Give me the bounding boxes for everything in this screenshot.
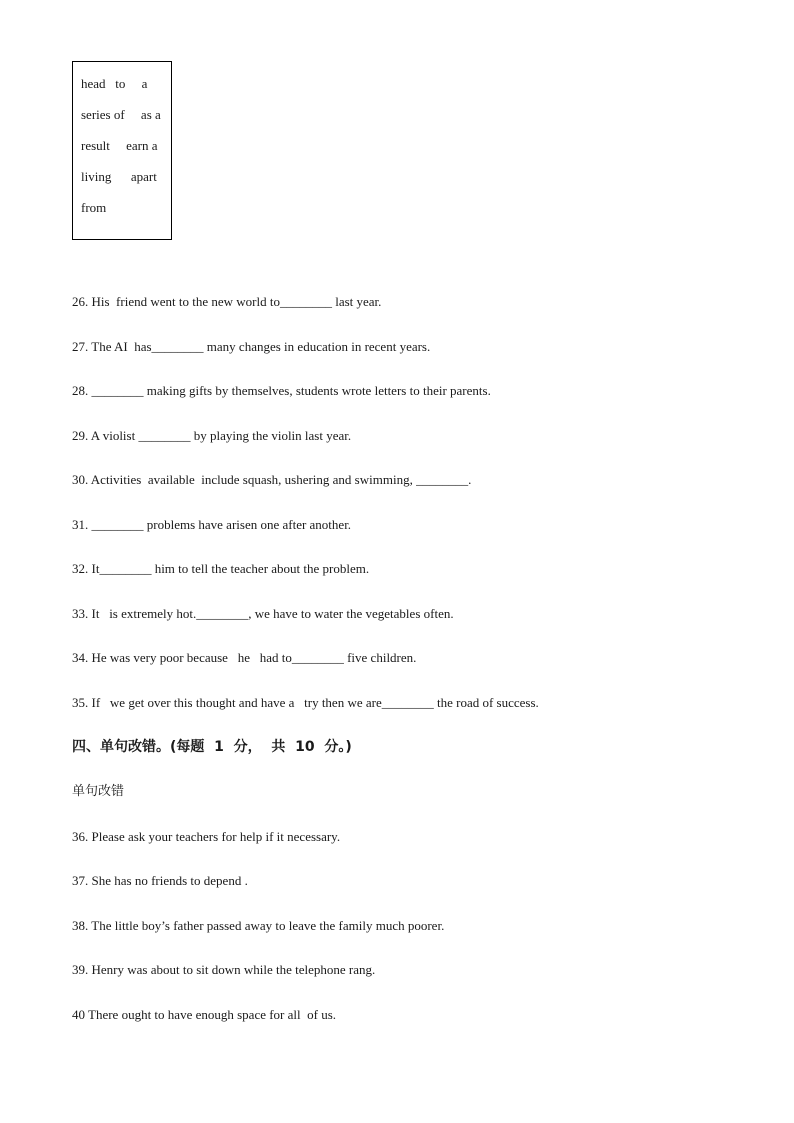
question-30: 30. Activities available include squash, ushering and swimming, ________. [72,472,472,487]
question-33: 33. It is extremely hot.________, we have to water the vegetables often. [72,606,454,621]
question-26: 26. His friend went to the new world to________ last year. [72,294,382,309]
question-31: 31. ________ problems have arisen one after another. [72,517,352,532]
word-bank-box [72,61,172,240]
word-bank-line: from [81,200,107,215]
question-37: 37. She has no friends to depend . [72,873,248,888]
section-subheading: 单句改错 [72,784,125,799]
word-bank-line: result earn a [81,138,158,153]
word-bank-line: head to a [81,76,148,91]
question-38: 38. The little boy’s father passed away to leave the family much poorer. [72,918,445,933]
question-36: 36. Please ask your teachers for help if it necessary. [72,829,341,844]
question-35: 35. If we get over this thought and have a try then we are________ the road of success. [72,695,539,710]
question-39: 39. Henry was about to sit down while the telephone rang. [72,962,376,977]
question-40: 40 There ought to have enough space for all of us. [72,1007,337,1022]
question-32: 32. It________ him to tell the teacher about the problem. [72,561,370,576]
section-heading: 四、单句改错。(每题 1 分， 共 10 分。) [72,739,352,755]
word-bank-line: series of as a [81,107,161,122]
word-bank-line: living apart [81,169,157,184]
question-34: 34. He was very poor because he had to________ five children. [72,650,417,665]
question-28: 28. ________ making gifts by themselves, students wrote letters to their parents. [72,383,491,398]
question-27: 27. The AI has________ many changes in education in recent years. [72,339,431,354]
question-29: 29. A violist ________ by playing the violin last year. [72,428,352,443]
